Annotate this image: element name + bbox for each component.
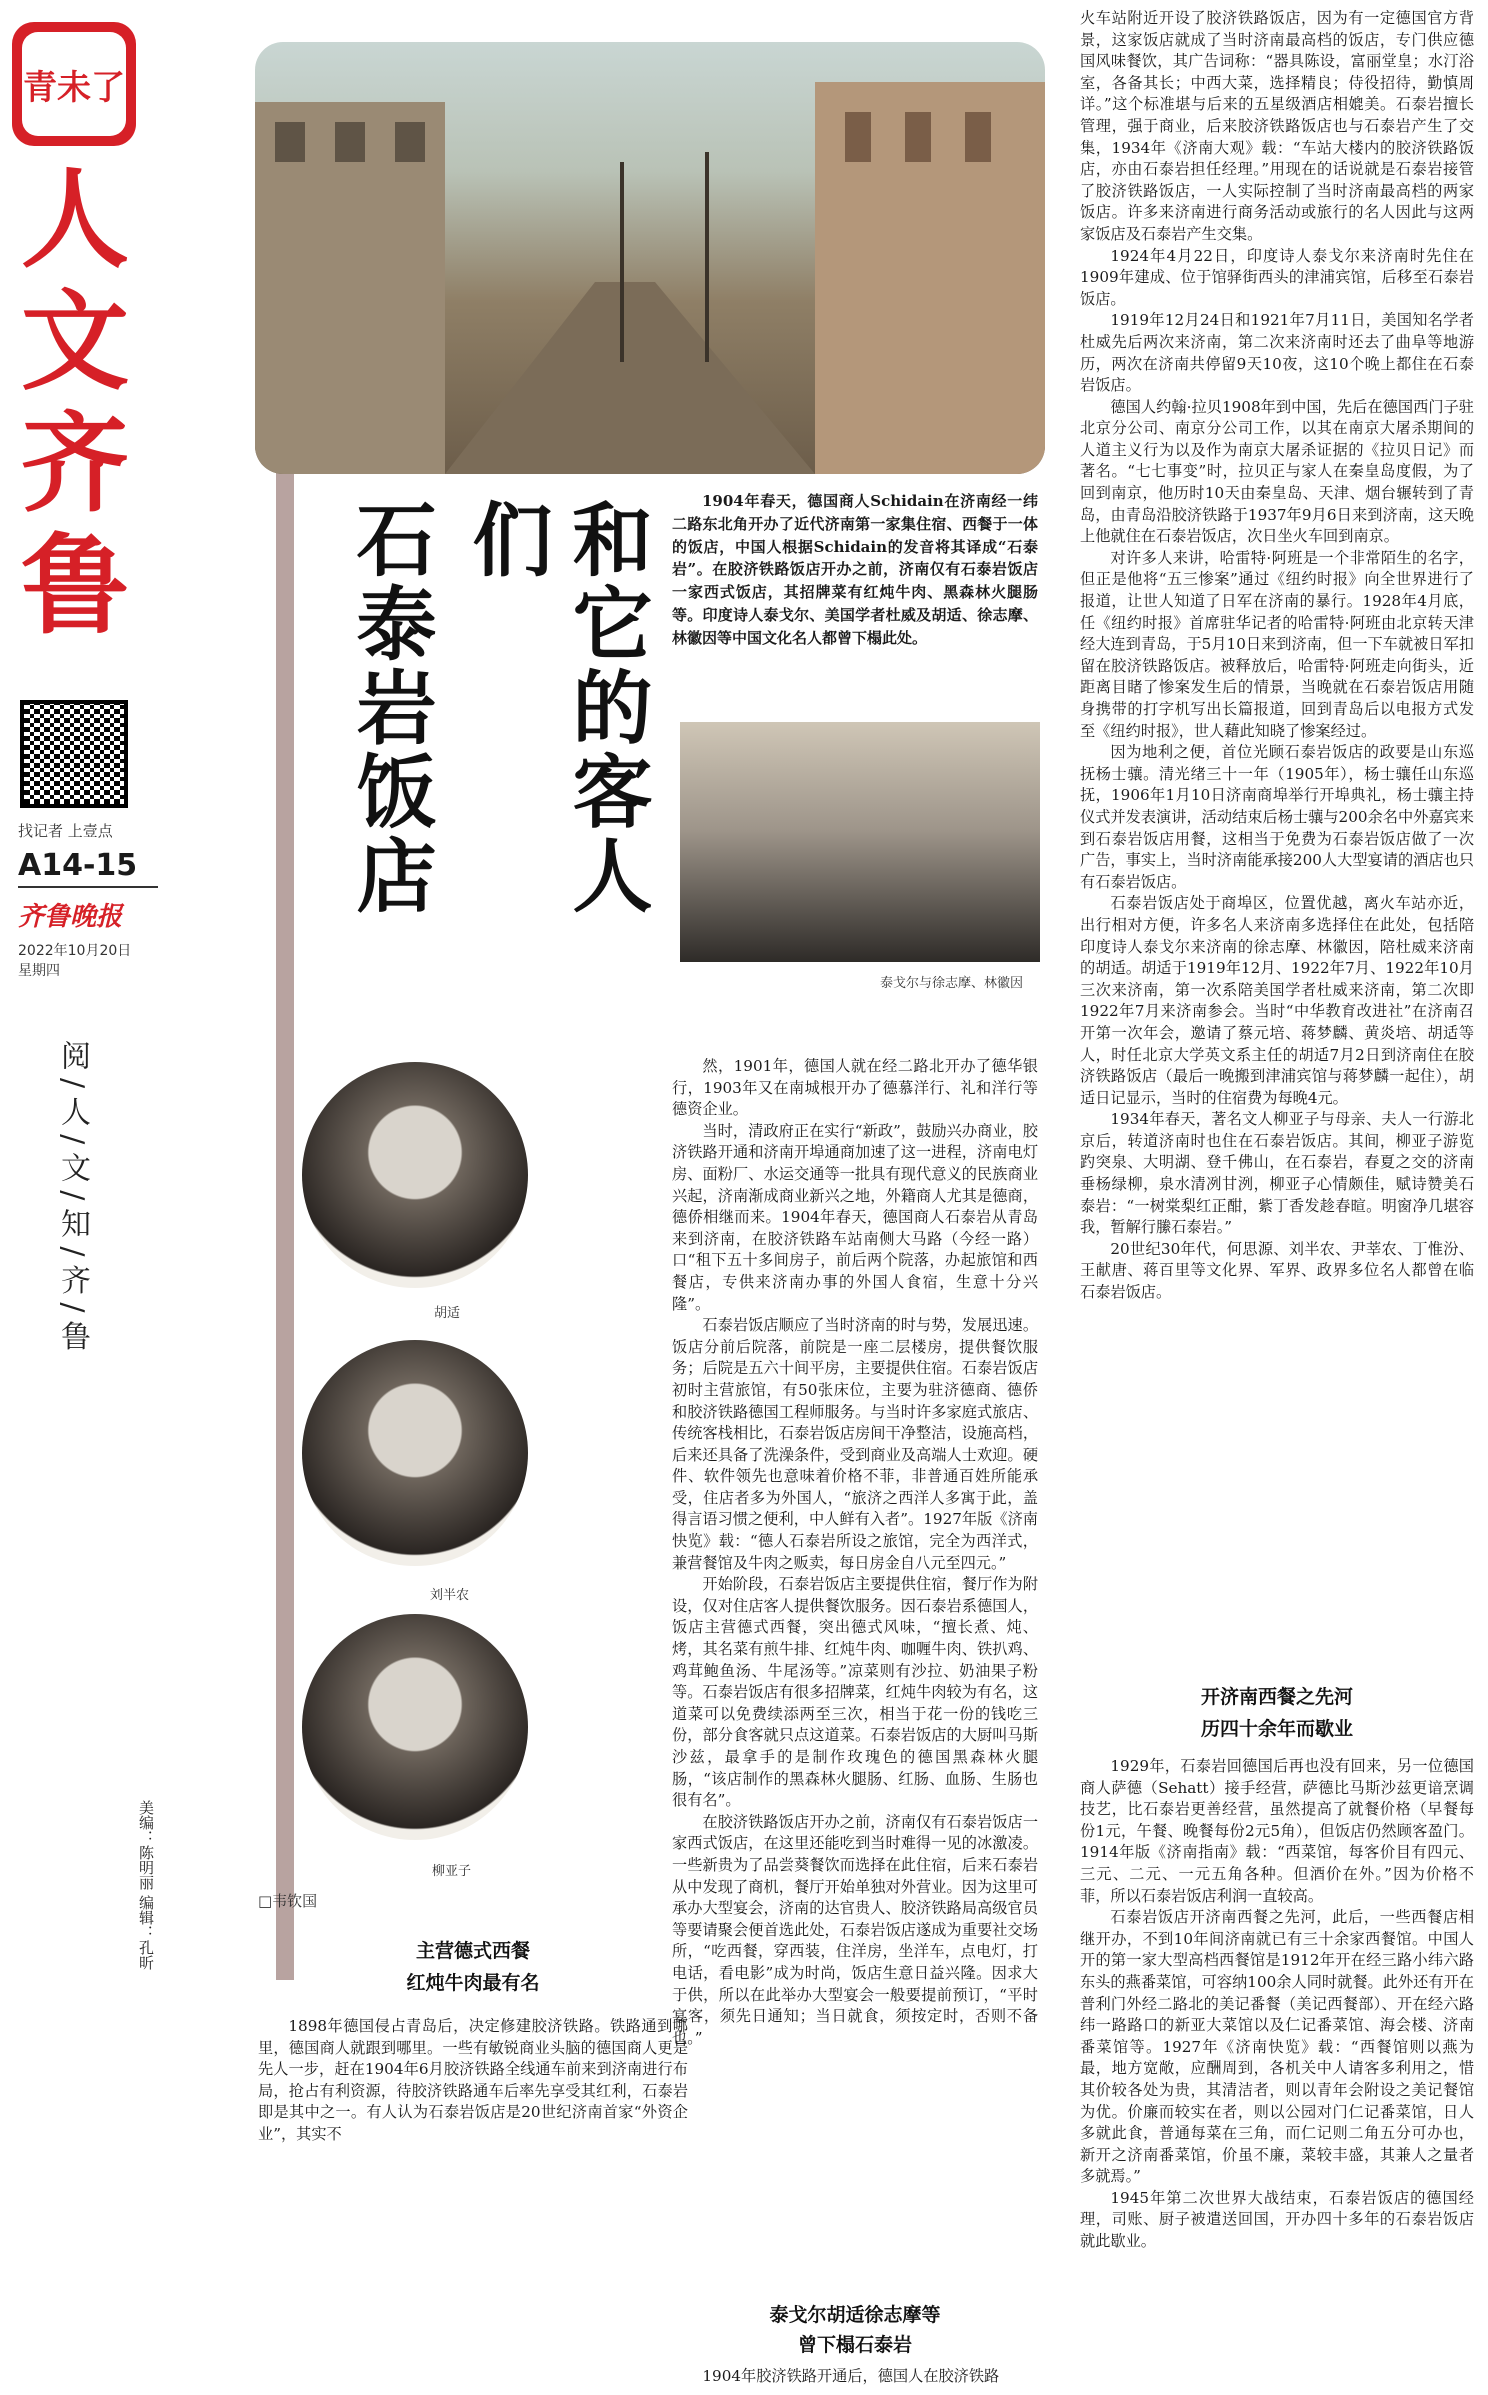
paragraph: 石泰岩饭店顺应了当时济南的时与势，发展迅速。饭店分前后院落，前院是一座二层楼房，提供餐饮服务；后院是五六十间平房，主要提供住宿。石泰岩饭店初时主营旅馆，有50张床位，主要为驻济德商、德侨和胶济铁路德国工程师服务。与当时许多家庭式旅店、传统客栈相比，石泰岩饭店房间干净整洁，设施高档，后来还具备了洗澡条件，受到商业及高端人士欢迎。硬件、软件领先也意味着价格不菲，非普通百姓所能承受，住店者多为外国人，“旅济之西洋人多寓于此，盖得言语习惯之便利，中人鲜有入者”。1927年版《济南快览》载：“德人石泰岩所设之旅馆，完全为西洋式，兼营餐馆及牛肉之贩卖，每日房金自八元至四元。” (672, 1316, 1038, 1572)
headline-line1: 石泰岩饭店 (343, 498, 437, 918)
portrait-caption: 柳亚子 (432, 1864, 472, 1879)
paragraph: 1929年，石泰岩回德国后再也没有回来，另一位德国商人萨德（Sehatt）接手经营，萨德比马斯沙兹更谙烹调技艺，比石泰岩更善经营，虽然提高了就餐价格（早餐每份1元，午餐、晚餐每份2元5角），但饭店仍然顾客盈门。1914年版《济南指南》载：“西菜馆，每客价目有四元、三元、二元、一元五角各种。但酒价在外。”因为价格不菲，所以石泰岩饭店利润一直较高。 (1080, 1757, 1474, 1905)
paragraph: 20世纪30年代，何思源、刘半农、尹莘农、丁惟汾、王献唐、蒋百里等文化界、军界、政界多位名人都曾在临石泰岩饭店。 (1080, 1239, 1474, 1302)
paragraph: 石泰岩饭店开济南西餐之先河，此后，一些西餐店相继开办，不到10年间济南就已有三十余家西餐馆。中国人开的第一家大型高档西餐馆是1912年开在经三路小纬六路东头的燕番菜馆，可容纳100余人同时就餐。此外还有开在普利门外经二路北的美记番餐（美记西餐部）、开在经六路纬一路路口的新亚大菜馆以及仁记番菜馆、海会楼、济南番菜馆等。1927年《济南快览》载：“西餐馆则以燕为最，地方宽敞，应酬周到，各机关中人请客多利用之，惜其价较各处为贵，其清洁者，则以青年会附设之美记餐馆为优。价廉而较实在者，则以公园对门仁记番菜馆，日人多就此食，普通每菜在三角，而仁记则二角五分可办也，新开之济南番菜馆，价虽不廉，菜较丰盛，其兼人之量者多就焉。” (1080, 1908, 1474, 2186)
liu-bannong-portrait (302, 1340, 528, 1566)
paragraph: 因为地利之便，首位光顾石泰岩饭店的政要是山东巡抚杨士骧。清光绪三十一年（1905年），杨士骧任山东巡抚，1906年1月10日济南商埠举行开埠典礼，杨士骧主持仪式并发表演讲，活动结束后杨士骧与200余名中外嘉宾来到石泰岩饭店用餐，这相当于免费为石泰岩饭店做了一次广告，事实上，当时济南能承接200人大型宴请的酒店也只有石泰岩饭店。 (1080, 743, 1474, 891)
body-text: 1904年胶济铁路开通后，德国人在胶济铁路 (702, 2367, 1000, 2385)
column-title-char: 鲁 (20, 524, 129, 649)
headline-line2: 和它的客人们 (459, 498, 653, 918)
page-number: A14-15 (18, 848, 138, 883)
middle-column (672, 1056, 1038, 2049)
author-byline: □韦钦国 (258, 1892, 318, 1910)
decorative-bar (276, 460, 294, 1980)
section2-title-b: 曾下榻石泰岩 (797, 2334, 912, 2356)
group-photo-caption: 泰戈尔与徐志摩、林徽因 (880, 976, 1024, 991)
paragraph: 石泰岩饭店处于商埠区，位置优越，离火车站亦近，出行相对方便，许多名人来济南多选择住在此处，包括陪印度诗人泰戈尔来济南的徐志摩、林徽因，陪杜威来济南的胡适。胡适于1919年12月、1922年7月、1922年10月三次来济南，第一次系陪美国学者杜威来济南，第二次即1922年7月来济南参会。当时“中华教育改进社”在济南召开第一次年会，邀请了蔡元培、蒋梦麟、黄炎培、胡适等人，时任北京大学英文系主任的胡适7月2日到济南住在胶济铁路饭店（最后一晚搬到津浦宾馆与蒋梦麟一起住），胡适日记显示，当时的住宿费为每晚4元。 (1080, 894, 1474, 1107)
paragraph: 德国人约翰·拉贝1908年到中国，先后在德国西门子驻北京分公司、南京分公司工作，以其在南京大屠杀期间的人道主义行为以及作为南京大屠杀证据的《拉贝日记》而著名。“七七事变”时，拉贝正与家人在秦皇岛度假，为了回到南京，他历时10天由秦皇岛、天津、烟台辗转到了青岛，由青岛沿胶济铁路于1937年9月6日来到济南，这天晚上他就住在石泰岩饭店，次日坐火车回到南京。 (1080, 397, 1474, 546)
paragraph: 对许多人来讲，哈雷特·阿班是一个非常陌生的名字，但正是他将“五三惨案”通过《纽约时报》向全世界进行了报道，让世人知道了日军在济南的暴行。1928年4月底，任《纽约时报》首席驻华记者的哈雷特·阿班由北京转天津经大连到青岛，于5月10日来到济南，但一下车就被日军扣留在胶济铁路饭店。被释放后，哈雷特·阿班走向街头，近距离目睹了惨案发生后的情景，当晚就在石泰岩饭店用随身携带的打字机写出长篇报道，回到青岛后以电报方式发至《纽约时报》，世人藉此知晓了惨案经过。 (1080, 548, 1474, 740)
hu-shi-portrait (302, 1062, 528, 1288)
portrait-caption: 胡适 (434, 1306, 461, 1321)
column-title-char: 人 (20, 158, 129, 283)
street-scene-illustration (255, 42, 1045, 474)
editor-credit: 美编：陈明丽 编辑：孔昕 (137, 1800, 155, 1970)
issue-weekday: 星期四 (18, 963, 60, 979)
divider (18, 886, 158, 888)
section1-title-a: 主营德式西餐 (415, 1940, 530, 1962)
issue-date: 2022年10月20日 (18, 943, 132, 959)
section2-title-a: 泰戈尔胡适徐志摩等 (769, 2304, 941, 2326)
body-text: 1898年德国侵占青岛后，决定修建胶济铁路。铁路通到哪里，德国商人就跟到哪里。一些有敏锐商业头脑的德国商人更是先人一步，赶在1904年6月胶济铁路全线通车前来到济南进行布局，抢占有利资源，待胶济铁路通车后率先享受其红利，石泰岩即是其中之一。有人认为石泰岩饭店是20世纪济南首家“外资企业”，其实不 (258, 2017, 688, 2143)
logo-text: 青未了 (23, 67, 125, 108)
paragraph: 1924年4月22日，印度诗人泰戈尔来济南时先住在1909年建成、位于馆驿街西头的津浦宾馆，后移至石泰岩饭店。 (1080, 246, 1474, 308)
newspaper-name: 齐鲁晚报 (18, 902, 123, 932)
intro-paragraph: 1904年春天，德国商人Schidain在济南经一纬二路东北角开办了近代济南第一家集住宿、西餐于一体的饭店，中国人根据Schidain的发音将其译成“石泰岩”。在胶济铁路饭店开办之前，济南仅有石泰岩饭店一家西式饭店，其招牌菜有红炖牛肉、黑森林火腿肠等。印度诗人泰戈尔、美国学者杜威及胡适、徐志摩、林徽因等中国文化名人都曾下榻此处。 (672, 492, 1038, 647)
portrait-caption: 刘半农 (430, 1588, 470, 1603)
paragraph: 1934年春天，著名文人柳亚子与母亲、夫人一行游北京后，转道济南时也住在石泰岩饭店。其间，柳亚子游览趵突泉、大明湖、登千佛山，在石泰岩，春夏之交的济南垂杨绿柳，泉水清冽甘洌，柳亚子心情颇佳，赋诗赞美石泰岩：“一树棠梨红正酣，紫丁香发趁春暄。明窗净几堪容我，暂解行縢石泰岩。” (1080, 1110, 1474, 1237)
right-column (1080, 8, 1474, 1304)
right-bottom-column (1080, 1756, 1474, 2253)
paragraph: 开始阶段，石泰岩饭店主要提供住宿，餐厅作为附设，仅对住店客人提供餐饮服务。因石泰岩系德国人，饭店主营德式西餐，突出德式风味，“擅长煮、炖、烤，其名菜有煎牛排、红炖牛肉、咖喱牛肉、铁扒鸡、鸡茸鲍鱼汤、牛尾汤等。”凉菜则有沙拉、奶油果子粉等。石泰岩饭店有很多招牌菜，红炖牛肉较为有名，这道菜可以免费续添两至三次，相当于花一份的钱吃三份，部分食客就只点这道菜。石泰岩饭店的大厨叫马斯沙兹，最拿手的是制作玫瑰色的德国黑森林火腿肠，“该店制作的黑森林火腿肠、红肠、血肠、生肠也很有名”。 (672, 1575, 1038, 1810)
paragraph: 1919年12月24日和1921年7月11日，美国知名学者杜威先后两次来济南，第二次来济南时还去了曲阜等地游历，两次在济南共停留9天10夜，这10个晚上都住在石泰岩饭店。 (1080, 311, 1474, 395)
paragraph: 火车站附近开设了胶济铁路饭店，因为有一定德国官方背景，这家饭店就成了当时济南最高档的饭店，专门供应德国风味餐饮，其广告词称：“器具陈设，富丽堂皇；水汀浴室，各备其长；中西大菜，选择精良；侍役招待，勤慎周详。”这个标准堪与后来的五星级酒店相媲美。石泰岩擅长管理，强于商业，后来胶济铁路饭店也与石泰岩产生了交集，1934年《济南大观》载：“车站大楼内的胶济铁路饭店，亦由石泰岩担任经理。”用现在的话说就是石泰岩接管了胶济铁路饭店，一人实际控制了当时济南最高档的两家饭店。许多来济南进行商务活动或旅行的名人因此与这两家饭店及石泰岩产生交集。 (1080, 9, 1474, 243)
section3-title-b: 历四十余年而歇业 (1200, 1718, 1353, 1740)
paragraph: 在胶济铁路饭店开办之前，济南仅有石泰岩饭店一家西式饭店，在这里还能吃到当时难得一见的冰激凌。一些新贵为了品尝葵餐饮而选择在此住宿，后来石泰岩从中发现了商机，餐厅开始单独对外营业。因为这里可承办大型宴会，济南的达官贵人、胶济铁路局高级官员等要请聚会便首选此处，石泰岩饭店遂成为重要社交场所，“吃西餐，穿西装，住洋房，坐洋车，点电灯，打电话，看电影”成为时尚，饭店生意日益兴隆。因求大于供，所以在此举办大型宴会一般要提前预订，“平时宴客，须先日通知；当日就食，须按定时，否则不备也。” (672, 1812, 1038, 2047)
paragraph: 1945年第二次世界大战结束，石泰岩饭店的德国经理，司账、厨子被遣送回国，开办四十多年的石泰岩饭店就此歇业。 (1080, 2188, 1474, 2251)
section1-title-b: 红炖牛肉最有名 (406, 1972, 540, 1994)
street-photo (255, 42, 1045, 474)
qr-caption: 找记者 上壹点 (18, 822, 113, 840)
qr-code[interactable] (20, 700, 128, 808)
qingweiliao-logo (12, 22, 136, 146)
section3-title-a: 开济南西餐之先河 (1200, 1686, 1353, 1708)
column-motto: 阅/人/文/知/齐/鲁 (55, 1040, 90, 1359)
liu-yazi-portrait (302, 1614, 528, 1840)
paragraph: 然，1901年，德国人就在经二路北开办了德华银行，1903年又在南城根开办了德慕洋行、礼和洋行等德资企业。 (672, 1057, 1038, 1119)
column-title-char: 文 (20, 280, 129, 405)
paragraph: 当时，清政府正在实行“新政”，鼓励兴办商业，胶济铁路开通和济南开埠通商加速了这一进程，济南电灯房、面粉厂、水运交通等一批具有现代意义的民族商业兴起，济南渐成商业新兴之地，外籍商人尤其是德商，德侨相继而来。1904年春天，德国商人石泰岩从青岛来到济南，在胶济铁路车站南侧大马路（今经一路）口“租下五十多间房子，前后两个院落，办起旅馆和西餐店，专供来济南办事的外国人食宿，生意十分兴隆”。 (672, 1121, 1038, 1313)
column-title-char: 齐 (20, 402, 129, 527)
tagore-group-photo (680, 722, 1040, 962)
masthead (12, 22, 162, 146)
